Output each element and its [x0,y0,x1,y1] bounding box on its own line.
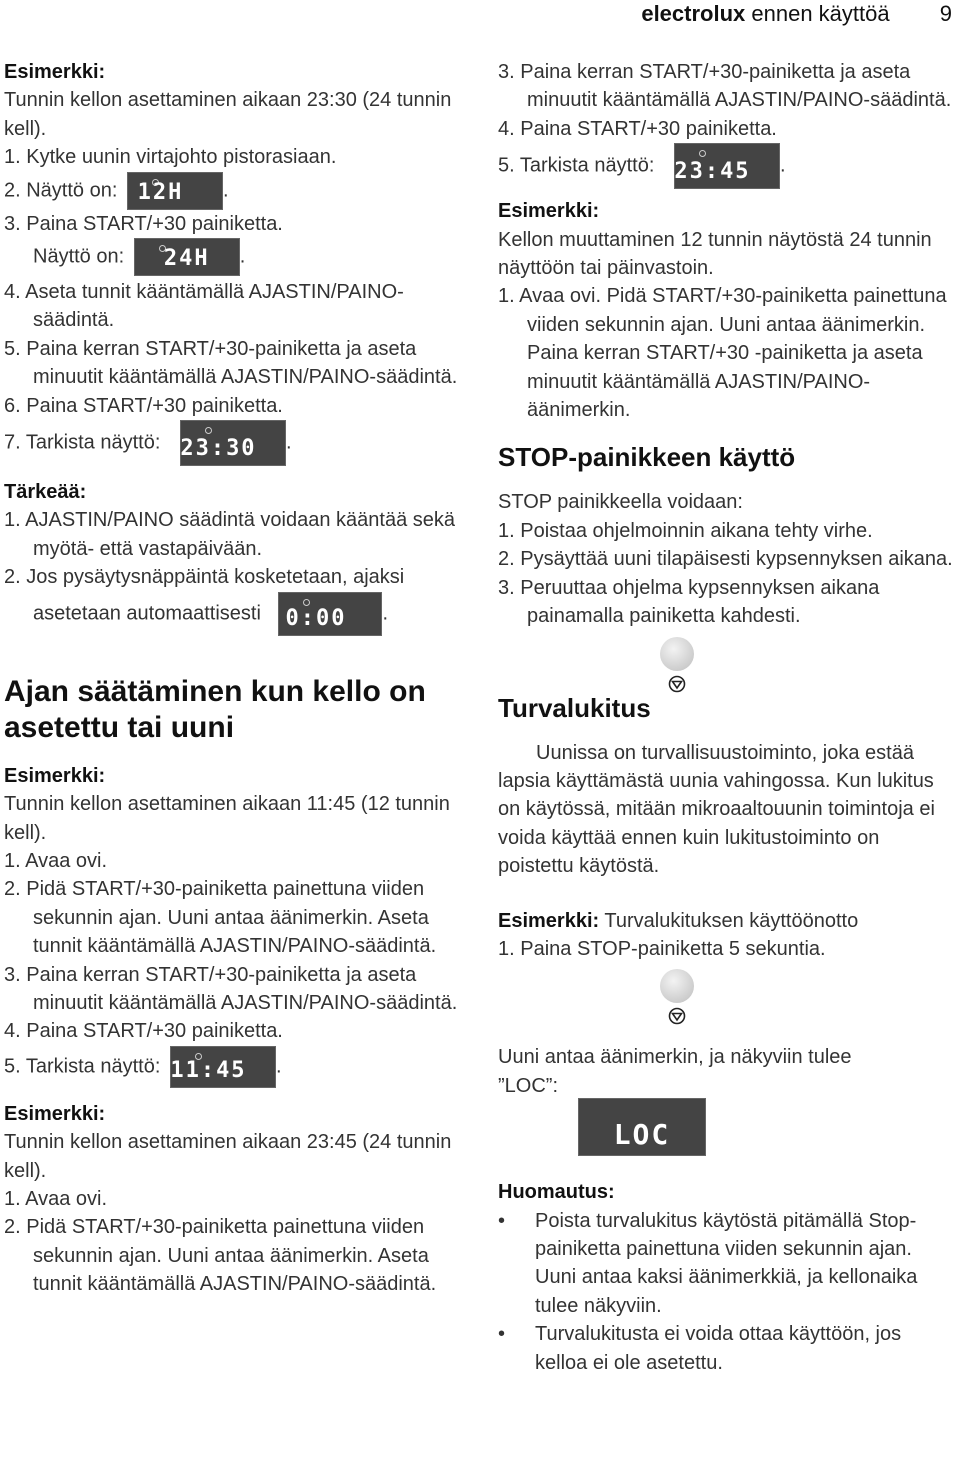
step: 6. Paina START/+30 painiketta. [4,394,283,417]
lcd-display: 24H [134,238,240,276]
right-column [498,58,953,1377]
step: 2. Pidä START/+30-painiketta painettuna viiden sekunnin ajan. Uuni antaa äänimerkin. Aseta tunnit kääntämällä AJASTIN/PAINO-säädintä. [4,1216,437,1296]
step: 7. Tarkista näyttö: 23:30 . [4,420,474,470]
section-heading: STOP-painikkeen käyttö [498,442,796,473]
example-title: Esimerkki: [4,1102,106,1125]
step: 2. Näyttö on: 12H . [4,172,474,210]
step: 4. Paina START/+30 painiketta. [498,117,777,140]
section-name: ennen käyttöä [751,1,890,26]
lock-example: Esimerkki: Turvalukituksen käyttöönotto [498,909,859,932]
step: 1. Avaa ovi. [4,1187,108,1210]
step: 4. Aseta tunnit kääntämällä AJASTIN/PAINO-säädintä. [4,281,404,332]
example-title: Esimerkki: [4,764,106,787]
note-title: Tärkeää: [4,481,87,504]
example-intro: Tunnin kellon asettaminen aikaan 11:45 (12 tunnin kell). [4,793,450,844]
lcd-display: 23:45 [674,143,780,189]
step: 3. Paina kerran START/+30-painiketta ja aseta minuutit kääntämällä AJASTIN/PAINO-säädintä. [4,963,458,1014]
example-intro: Kellon muuttaminen 12 tunnin näytöstä 24 tunnin näyttöön tai päinvastoin. [498,228,932,280]
lcd-display: 23:30 [180,420,286,466]
brand-name: electrolux [641,1,746,26]
example-intro: Tunnin kellon asettaminen aikaan 23:45 (24 tunnin kell). [4,1131,452,1182]
control-knob-icon [660,969,694,1003]
section-heading: Turvalukitus [498,692,651,723]
example-intro: Tunnin kellon asettaminen aikaan 23:30 (24 tunnin kell). [4,89,452,140]
step: 5. Paina kerran START/+30-painiketta ja aseta minuutit kääntämällä AJASTIN/PAINO-säädintä. [4,337,458,389]
stop-button-illustration [498,969,953,1029]
lock-description: Uunissa on turvallisuustoiminto, joka estää lapsia käyttämästä uunia vahingossa. Kun lukitus on käytössä, mitään mikroaaltouunin toimintoja ei voida käyttää ennen kuin lukitustoiminto on poistettu käytöstä. [498,741,935,878]
lcd-row [498,1100,953,1160]
stop-icon [668,1007,686,1025]
step: 2. Pidä START/+30-painiketta painettuna viiden sekunnin ajan. Uuni antaa äänimerkin. Aseta tunnit kääntämällä AJASTIN/PAINO-säädintä. [4,878,437,958]
step: 1. Avaa ovi. Pidä START/+30-painiketta painettuna viiden sekunnin ajan. Uuni antaa äänimerkin. Paina kerran START/+30 -painiketta ja aseta minuutit kääntämällä AJASTIN/PAINO-äänimerkin. [498,285,947,422]
step: 5. Tarkista näyttö: 11:45 . [4,1046,474,1092]
page-header [641,0,952,28]
step: 4. Paina START/+30 painiketta. [4,1020,283,1043]
stop-button-illustration [498,637,953,697]
indicator-icon [205,427,212,434]
left-column [4,58,474,1299]
lcd-display: 12H [127,172,223,210]
step: 3. Paina START/+30 painiketta. [4,212,283,235]
stop-item: 3. Peruuttaa ohjelma kypsennyksen aikana painamalla painiketta kahdesti. [498,576,880,628]
indicator-icon [303,599,310,606]
lock-result: Uuni antaa äänimerkin, ja näkyviin tulee ”LOC”: [498,1046,852,1097]
step: 1. Paina STOP-painiketta 5 sekuntia. [498,937,826,960]
step-continuation: Näyttö on: 24H . [4,238,474,278]
example-title: Esimerkki: [498,200,600,223]
page-number: 9 [939,1,952,26]
step: 5. Tarkista näyttö: 23:45 . [498,143,953,195]
example-title: Esimerkki: [4,61,106,83]
lcd-display: 11:45 [170,1046,276,1088]
stop-item: 2. Pysäyttää uuni tilapäisesti kypsennyksen aikana. [498,548,953,571]
note-item: 1. AJASTIN/PAINO säädintä voidaan kääntää sekä myötä- että vastapäivään. [4,509,455,560]
remark-item: • Turvalukitusta ei voida ottaa käyttöön, jos kelloa ei ole asetettu. [498,1320,953,1377]
stop-icon [668,675,686,693]
stop-intro: STOP painikkeella voidaan: [498,491,743,514]
step: 1. Avaa ovi. [4,849,108,872]
step: 3. Paina kerran START/+30-painiketta ja aseta minuutit kääntämällä AJASTIN/PAINO-säädintä. [498,61,952,112]
note-item: 2. Jos pysäytysnäppäintä kosketetaan, ajaksi asetetaan automaattisesti 0:00 . [4,563,474,635]
indicator-icon [699,150,706,157]
control-knob-icon [660,637,694,671]
step: 1. Kytke uunin virtajohto pistorasiaan. [4,146,337,169]
lcd-display: LOC [578,1098,706,1156]
remark-title: Huomautus: [498,1181,615,1204]
stop-item: 1. Poistaa ohjelmoinnin aikana tehty virhe. [498,519,873,542]
lcd-display: 0:00 [278,592,382,636]
remark-item: • Poista turvalukitus käytöstä pitämällä Stop-painiketta painettuna viiden sekunnin ajan. Uuni antaa kaksi äänimerkkiä, ja kellonaika tulee näkyviin. [498,1207,953,1321]
section-heading: Ajan säätäminen kun kello on asetettu tai uuni [4,674,426,744]
